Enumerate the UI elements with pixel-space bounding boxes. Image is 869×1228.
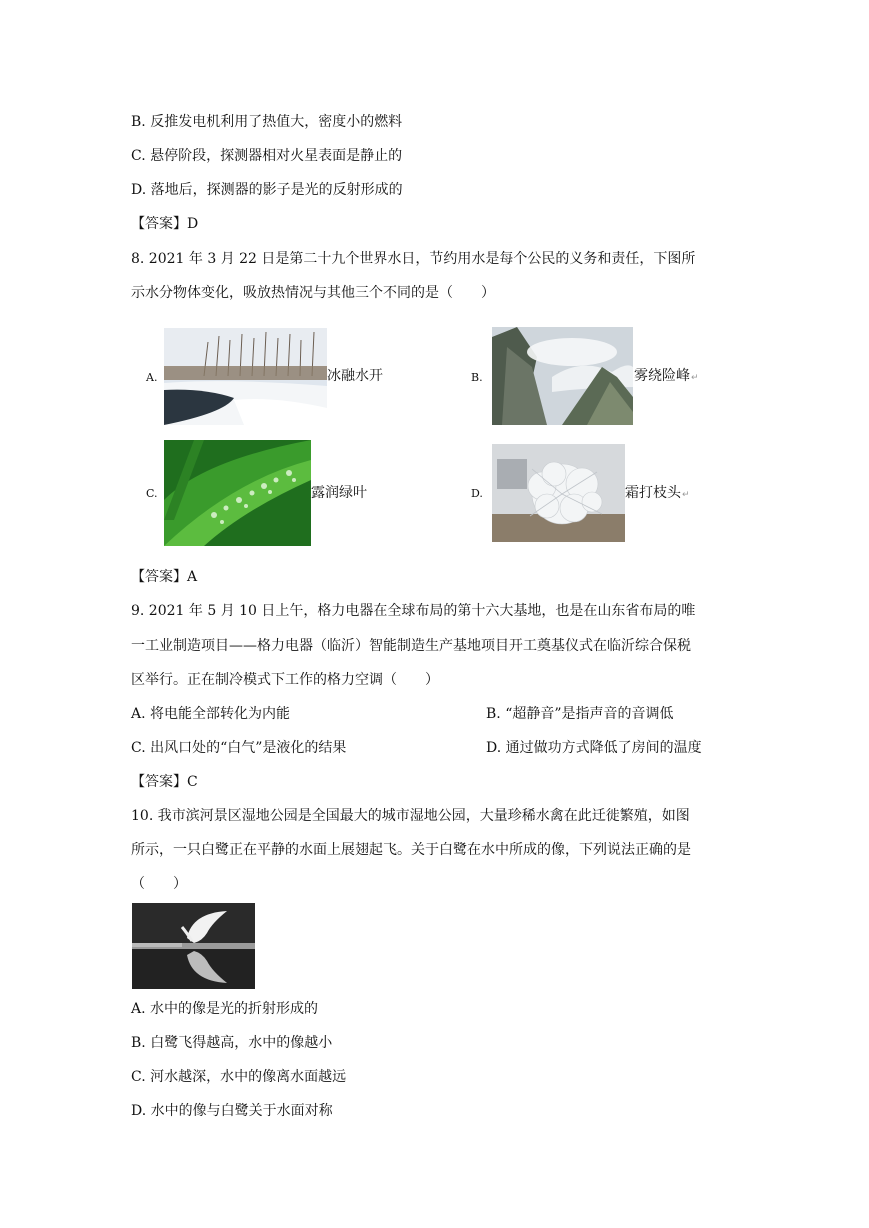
q8-image-c-letter: C. [146, 487, 158, 500]
q9-stem-line1: 9. 2021 年 5 月 10 日上午，格力电器在全球布局的第十六大基地，也是在山东省布局的唯 [131, 603, 696, 619]
q8-image-b-foggy-peaks [492, 327, 633, 425]
q9-option-c: C. 出风口处的“白气”是液化的结果 [131, 740, 347, 756]
q8-image-c-dew-leaves [164, 440, 311, 546]
q8-image-a-melting-snow [164, 328, 327, 425]
q8-image-d-letter: D. [471, 487, 483, 500]
q8-image-a-caption: 冰融水开 [327, 368, 383, 384]
q7-option-b: B. 反推发电机利用了热值大，密度小的燃料 [131, 114, 403, 130]
q8-image-b-letter: B. [471, 371, 483, 384]
q10-option-b: B. 白鹭飞得越高，水中的像越小 [131, 1035, 333, 1051]
q10-option-d: D. 水中的像与白鹭关于水面对称 [131, 1103, 333, 1119]
q9-option-b: B. “超静音”是指声音的音调低 [486, 706, 674, 722]
q10-stem-line2: 所示，一只白鹭正在平静的水面上展翅起飞。关于白鹭在水中所成的像，下列说法正确的是 [131, 842, 691, 858]
q8-answer: 【答案】A [131, 569, 198, 585]
paragraph-mark-icon: ↵ [691, 373, 699, 383]
q8-stem-line1: 8. 2021 年 3 月 22 日是第二十九个世界水日，节约用水是每个公民的义务和责任，下图所 [131, 251, 696, 267]
q9-stem-line3: 区举行。正在制冷模式下工作的格力空调（ ） [131, 672, 439, 688]
q10-stem-line1: 10. 我市滨河景区湿地公园是全国最大的城市湿地公园，大量珍稀水禽在此迁徙繁殖，如图 [131, 808, 690, 824]
q7-option-d: D. 落地后，探测器的影子是光的反射形成的 [131, 182, 403, 198]
paragraph-mark-icon: ↵ [682, 490, 690, 500]
q10-option-a: A. 水中的像是光的折射形成的 [131, 1001, 319, 1017]
q8-image-a-letter: A. [146, 371, 158, 384]
q7-option-c: C. 悬停阶段，探测器相对火星表面是静止的 [131, 148, 403, 164]
q8-image-b-caption: 雾绕险峰↵ [634, 368, 699, 384]
q10-stem-line3: （ ） [131, 876, 187, 892]
q9-option-d: D. 通过做功方式降低了房间的温度 [486, 740, 702, 756]
q9-option-a: A. 将电能全部转化为内能 [131, 706, 291, 722]
q8-image-d-caption: 霜打枝头↵ [625, 485, 690, 501]
q8-image-c-caption: 露润绿叶 [311, 485, 367, 501]
q10-egret-photo [132, 903, 255, 989]
q8-image-d-frosted-branches [492, 444, 625, 542]
q7-answer: 【答案】D [131, 216, 199, 232]
q9-stem-line2: 一工业制造项目——格力电器（临沂）智能制造生产基地项目开工奠基仪式在临沂综合保税 [131, 638, 691, 654]
q8-stem-line2: 示水分物体变化，吸放热情况与其他三个不同的是（ ） [131, 285, 495, 301]
q9-answer: 【答案】C [131, 774, 198, 790]
q10-option-c: C. 河水越深，水中的像离水面越远 [131, 1069, 347, 1085]
